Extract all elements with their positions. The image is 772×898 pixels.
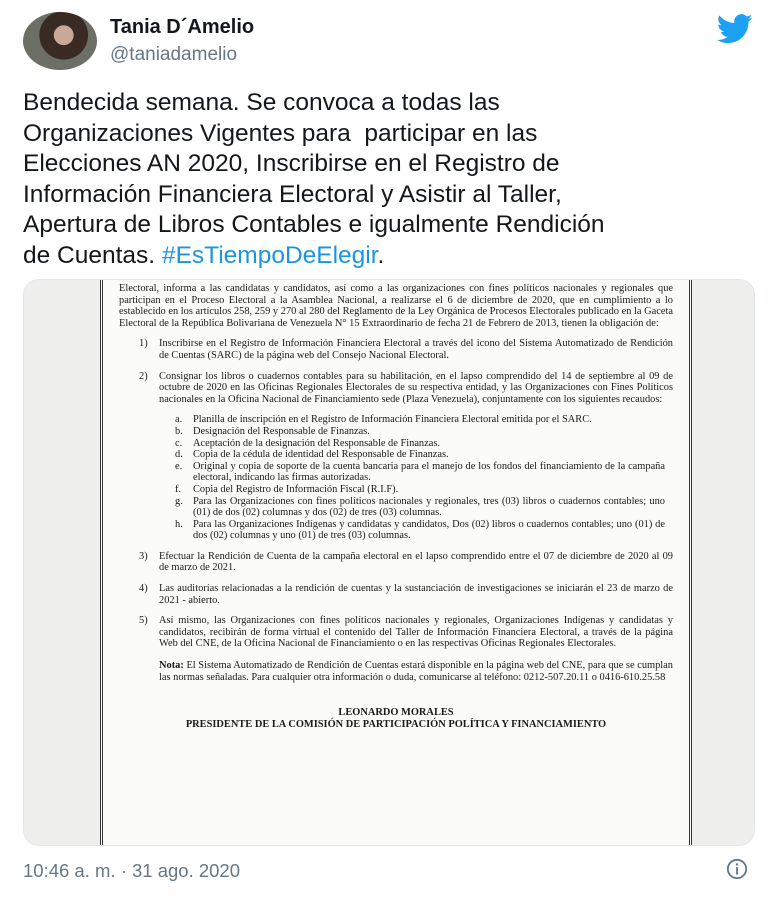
hashtag-link[interactable]: #EsTiempoDeElegir: [161, 241, 378, 269]
sub-text: Planilla de inscripción en el Registro de Información Financiera Electoral emitida por el SARC.: [193, 414, 592, 426]
info-icon[interactable]: [726, 858, 748, 880]
sub-item: [119, 496, 673, 519]
item-text: Consignar los libros o cuadernos contables para su habilitación, en el lapso comprendido del 14 de septiembre al 09 de octubre de 2020 en las Oficinas Regionales Electorales de su respectiva entidad, y las Organizaciones con Fines Políticos nacionales en la Oficina Nacional de Financiamiento sede (Plaza Venezuela), conjuntamente con los siguientes recaudos:: [159, 370, 673, 405]
tweet-image[interactable]: [23, 279, 755, 846]
item-number: 4): [139, 583, 148, 595]
tweet-end-punct: .: [377, 241, 385, 269]
item-number: 1): [139, 338, 148, 350]
sub-item: [119, 449, 673, 461]
document-note: [119, 660, 673, 683]
sub-item: [119, 414, 673, 426]
list-item: [119, 551, 673, 574]
list-item: [119, 371, 673, 406]
sub-text: Copia del Registro de Información Fiscal (R.I.F).: [193, 483, 399, 495]
sub-text: Designación del Responsable de Finanzas.: [193, 425, 370, 437]
sub-letter: h.: [175, 518, 183, 530]
item-number: 2): [139, 370, 148, 382]
item-text: Efectuar la Rendición de Cuenta de la campaña electoral en el lapso comprendido entre el 07 de diciembre de 2020 al 09 de marzo de 2021.: [159, 550, 673, 574]
author-name[interactable]: Tania D´Amelio: [110, 16, 255, 38]
document-page: [100, 280, 692, 845]
note-text: El Sistema Automatizado de Rendición de Cuentas estará disponible en la página web del CNE, para que se cumplan las normas señaladas. Para cualquier otra información o duda, comunicarse al teléfono: 0212-507.20.11 o 0416-610.25.58: [159, 660, 673, 683]
sub-letter: c.: [175, 437, 183, 449]
tweet-text: [23, 88, 745, 271]
sub-letter: d.: [175, 449, 183, 461]
sub-text: Original y copia de soporte de la cuenta bancaria para el manejo de los fondos del financiamiento de la campaña electoral, indicando las firmas autorizadas.: [193, 460, 665, 484]
sub-letter: b.: [175, 425, 183, 437]
list-item: [119, 338, 673, 361]
signatory-name: LEONARDO MORALES: [338, 707, 454, 719]
sub-text: Para las Organizaciones Indígenas y candidatas y candidatos, Dos (02) libros o cuadernos contables; uno (01) de dos (02) columnas y uno (01) de tres (03) columnas.: [193, 518, 665, 542]
sub-item: [119, 426, 673, 438]
sub-letter: g.: [175, 495, 183, 507]
list-item: [119, 583, 673, 606]
sub-text: Para las Organizaciones con fines políticos nacionales y regionales, tres (03) libros o cuadernos contables; uno (01) de dos (02) columnas y dos (02) de tres (03) columnas.: [193, 495, 665, 519]
sub-item: [119, 484, 673, 496]
list-item: [119, 615, 673, 650]
sub-text: Aceptación de la designación del Responsable de Finanzas.: [193, 437, 440, 449]
item-text: Inscribirse en el Registro de Información Financiera Electoral a través del icono del Sistema Automatizado de Rendición de Cuentas (SARC) de la página web del Consejo Nacional Electoral.: [159, 338, 673, 361]
tweet-timestamp[interactable]: 10:46 a. m. · 31 ago. 2020: [23, 860, 241, 881]
item-text: Las auditorías relacionadas a la rendición de cuentas y la sustanciación de investigaciones se iniciarán el 23 de marzo de 2021 - abierto.: [159, 583, 673, 606]
item-number: 3): [139, 550, 148, 562]
sub-item: [119, 519, 673, 542]
author-handle[interactable]: @taniadamelio: [110, 44, 238, 65]
note-label: Nota:: [159, 660, 184, 672]
sub-item: [119, 461, 673, 484]
twitter-bird-icon[interactable]: [716, 14, 754, 44]
avatar[interactable]: [23, 12, 97, 70]
sub-item: [119, 438, 673, 450]
sub-text: Copia de la cédula de identidad del Responsable de Finanzas.: [193, 449, 449, 461]
sub-letter: a.: [175, 414, 183, 426]
sub-letter: e.: [175, 460, 183, 472]
document-intro: Electoral, informa a las candidatas y candidatos, así como a las organizaciones con fines políticos nacionales y regionales que participan en el Proceso Electoral a la Asamblea Nacional, a realizarse el 6 de diciembre de 2020, que en cumplimiento a lo establecido en los artículos 258, 259 y 270 al 280 del Reglamento de la Ley Orgánica de Procesos Electorales publicado en la Gaceta Electoral de la República Bolivariana de Venezuela N° 15 Extraordinario de fecha 21 de Febrero de 2013, tienen la obligación de:: [119, 283, 673, 329]
item-number: 5): [139, 615, 148, 627]
requirements-list: [119, 414, 673, 542]
signatory-title: PRESIDENTE DE LA COMISIÓN DE PARTICIPACIÓN POLÍTICA Y FINANCIAMIENTO: [185, 718, 607, 730]
item-text: Así mismo, las Organizaciones con fines políticos nacionales y regionales, Organizaciones Indígenas y candidatas y candidatos, recibirán de forma virtual el contenido del Taller de Información Financiera Electoral, a través de la página Web del CNE, de la Oficina Nacional de Financiamiento o en las respectivas Oficinas Regionales Electorales.: [159, 615, 673, 650]
tweet-body: Bendecida semana. Se convoca a todas las Organizaciones Vigentes para participar en las Elecciones AN 2020, Inscribirse en el Registro de Información Financiera Electoral y Asistir al Taller, Apertura de Libros Contables e igualmente Rendición de Cuentas.: [23, 89, 605, 269]
sub-letter: f.: [175, 483, 182, 495]
